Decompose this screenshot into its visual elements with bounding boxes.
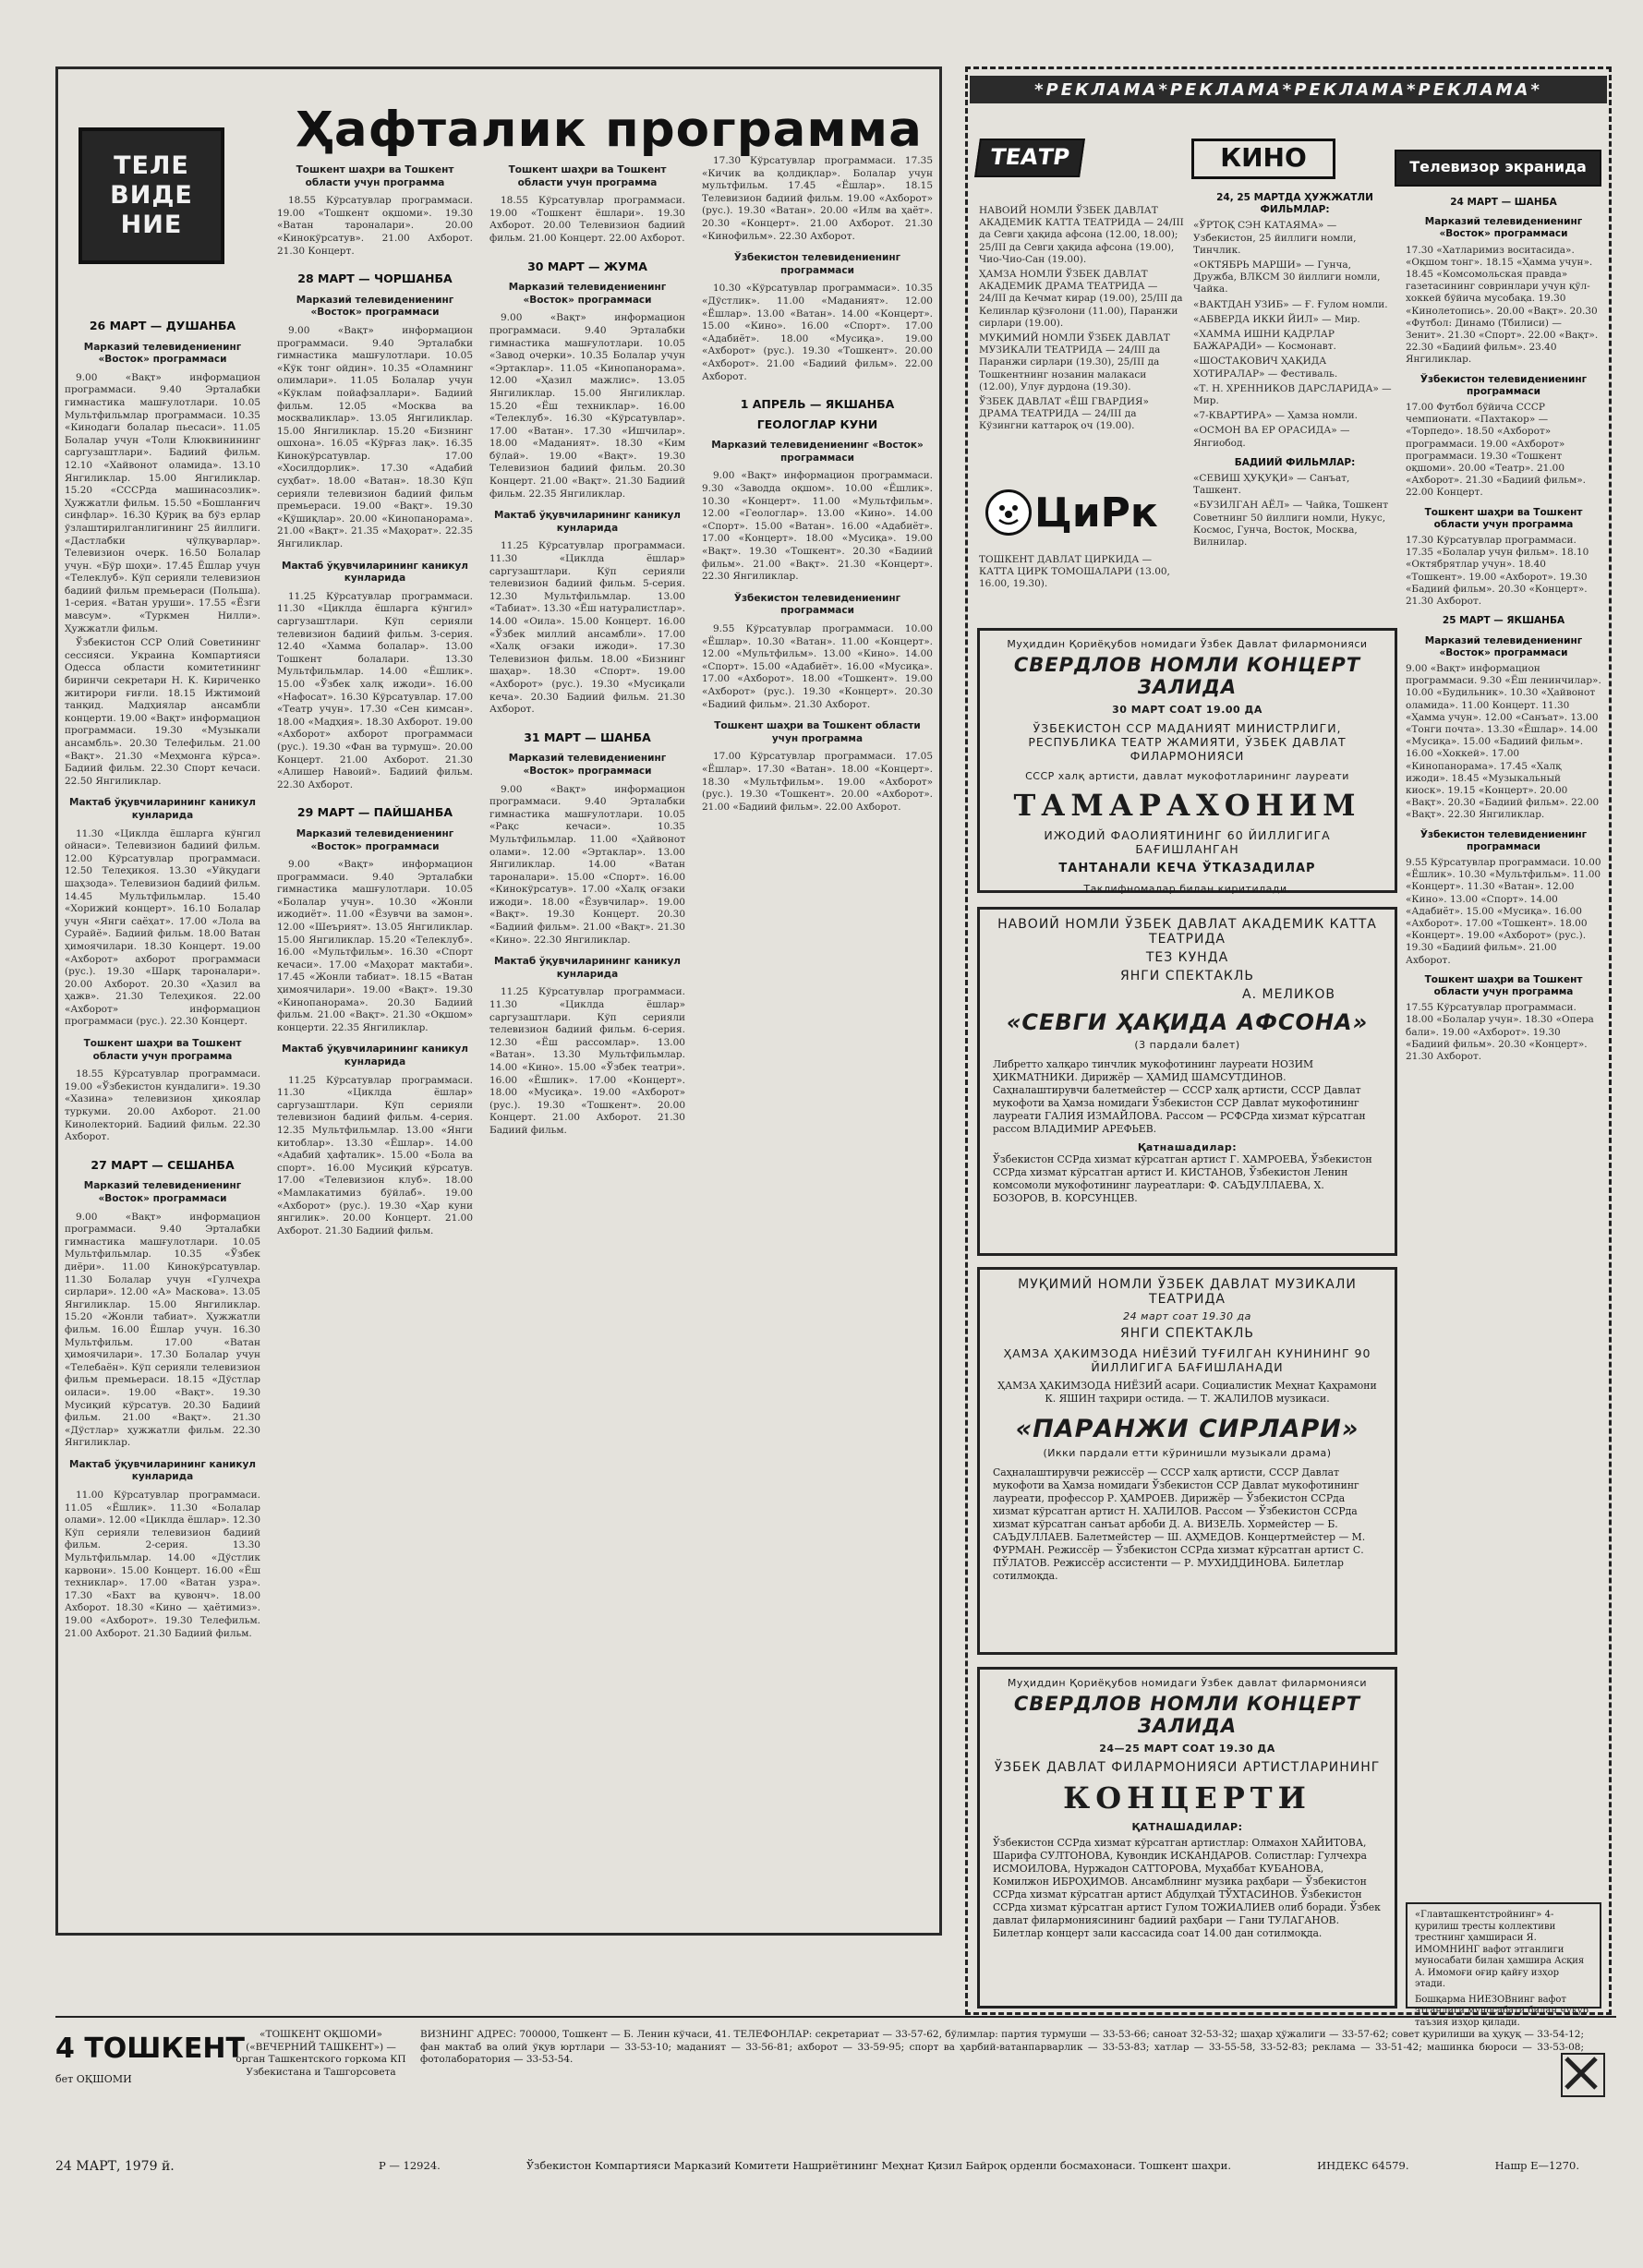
channel-heading: Мактаб ўқувчиларининг каникул кунларида: [69, 797, 256, 821]
schedule-text: 9.00 «Вақт» информацион программаси. 9.40 Эрталабки гимнастика машғулотлари. 10.05 «Завод очерки». 10.35 Болалар учун «Эртаклар». 11.05 «Кинопанорама». 12.00 «Ҳазил мажлис». 13.05 Янгиликлар. 15.00 Янгиликлар. 15.20 «Ёш техниклар». 16.00 «Телеклуб». 16.30 «Кўрсатувлар». 17.00 «Ватан». 17.30 «Ишчилар». 18.00 «Маданият». 18.30 «Ким бўлай». 19.00 «Вақт». 19.30 Телевизион бадиий фильм. 20.30 Концерт. 21.00 «Вақт». 21.30 Бадиий фильм. 22.35 Янгиликлар.: [489, 312, 685, 500]
organizers: ЎЗБЕКИСТОН ССР МАДАНИЯТ МИНИСТРЛИГИ, РЕСПУБЛИКА ТЕАТР ЖАМИЯТИ, ЎЗБЕК ДАВЛАТ ФИЛАРМОНИЯСИ: [1028, 721, 1347, 763]
performance-genre: (Икки пардали етти кўринишли музыкали драма): [1043, 1447, 1332, 1459]
kino-listing: «Т. Н. ХРЕННИКОВ ДАРСЛАРИДА» — Мир.: [1193, 382, 1392, 407]
footer-rule: [55, 2016, 1616, 2018]
circus-text: ТОШКЕНТ ДАВЛАТ ЦИРКИДА — КАТТА ЦИРК ТОМОШАЛАРИ (13.00, 16.00, 19.30).: [979, 554, 1170, 590]
reklama-banner: *РЕКЛАМА*РЕКЛАМА*РЕКЛАМА*РЕКЛАМА*: [970, 76, 1607, 103]
invitation-note: Таклифномалар билан киритилади.: [1083, 883, 1291, 895]
editorial-address: ВИЗНИНГ АДРЕС: 700000, Тошкент — Б. Ленин кўчаси, 41. ТЕЛЕФОНЛАР: секретариат — 33-57-62, бўлимлар: партия турмуши — 33-53-66; саноат 32-53-32; шаҳар ҳўжалиги — 33-57-62; совет қурилиши ва ҳуқуқ — 33-54-12; фан мактаб ва олий ўқув юртлари — 33-53-10; маданият — 33-56-81; ахборот — 33-59-95; спорт ва ҳарбий-ватанпарварлик — 33-53-83; хатлар — 33-55-58, 33-52-83; реклама — 33-51-42; машинка бюроси — 33-53-08; фотолаборатория — 33-53-54.: [420, 2029, 1584, 2065]
new-performance: ЯНГИ СПЕКТАКЛЬ: [1119, 969, 1254, 983]
day-heading: 25 МАРТ — ЯКШАНБА: [1442, 615, 1565, 627]
schedule-text: 11.25 Кўрсатувлар программаси. 11.30 «Циклда ёшлар» саргузаштлари. Кўп серияли телевизион бадиий фильм. 5-серия. 12.30 Мультфильмлар. 13.00 «Табиат». 13.30 «Ёш натуралистлар». 14.00 «Оила». 15.00 Концерт. 16.00 «Ўзбек миллий ансамбли». 17.00 «Халқ оғзаки ижоди». 17.30 Телевизион фильм. 18.00 «Бизнинг шаҳар». 18.30 «Спорт». 19.00 «Ахборот» (рус.). 19.30 «Мусиқали кеча». 20.30 Бадиий фильм. 21.30 Ахборот.: [489, 540, 685, 716]
logo-line: ТЕЛЕ: [114, 151, 189, 180]
concert-hall: СВЕРДЛОВ НОМЛИ КОНЦЕРТ ЗАЛИДА: [1013, 654, 1361, 698]
day-heading: 29 МАРТ — ПАЙШАНБА: [296, 805, 453, 820]
schedule-text: 11.25 Кўрсатувлар программаси. 11.30 «Циклда ёшлар» саргузаштлари. Кўп серияли телевизион бадиий фильм. 4-серия. 12.35 Мультфильмлар. 13.00 «Янги китоблар». 13.30 «Ёшлар». 14.00 «Адабий ҳафталик». 15.00 «Бола ва спорт». 16.00 Мусиқий кўрсатув. 17.00 «Телевизион клуб». 18.00 «Мамлакатимиз бўйлаб». 19.00 «Ахборот» (рус.). 19.30 «Ҳар куни янгилик». 20.00 Концерт. 21.00 Ахборот. 21.30 Бадиий фильм.: [277, 1074, 473, 1237]
registration-mark-icon: [1561, 2053, 1605, 2097]
schedule-text: 9.00 «Вақт» информацион программаси. 9.30 «Ёш ленинчилар». 10.00 «Будильник». 10.30 «Ҳайвонот оламида». 11.00 Концерт. 11.30 «Ҳамма учун». 12.00 «Санъат». 13.00 «Тонги почта». 13.30 «Ёшлар». 14.00 «Мусиқа». 15.00 «Бадиий фильм». 16.00 «Хоккей». 17.00 «Кинопанорама». 17.45 «Халқ ижоди». 18.45 «Музыкальный киоск». 19.15 «Концерт». 20.00 «Вақт». 20.30 «Бадиий фильм». 22.00 «Вақт». 22.30 Янгиликлар.: [1406, 662, 1601, 821]
kino-listing: «БУЗИЛГАН АЁЛ» — Чайка, Тошкент Советнинг 50 йиллиги номли, Нукус, Космос, Гунча, Восток, Москва, Вилнилар.: [1193, 500, 1389, 549]
day-heading: 30 МАРТ — ЖУМА: [527, 259, 647, 273]
performance-title: «ПАРАНЖИ СИРЛАРИ»: [1015, 1415, 1359, 1443]
schedule-text: 9.55 Кўрсатувлар программаси. 10.00 «Ёшлар». 10.30 «Ватан». 11.00 «Концерт». 12.00 «Мультфильм». 13.00 «Кино». 14.00 «Спорт». 15.00 «Адабиёт». 16.00 «Мусиқа». 17.00 «Ахборот». 18.00 «Тошкент». 19.00 «Ахборот» (рус.). 19.30 «Концерт». 20.30 «Бадиий фильм». 21.30 Ахборот.: [702, 623, 933, 710]
artist-title: СССР халқ артисти, давлат мукофотларининг лауреати: [1025, 770, 1349, 782]
kino-listing: «СЕВИШ ҲУҚУҚИ» — Санъат, Ташкент.: [1193, 473, 1350, 497]
credits-text: Либретто халқаро тинчлик мукофотининг лауреати НОЗИМ ҲИКМАТНИКИ. Дирижёр — ҲАМИД ШАМСУТДИНОВ. Саҳналаштирувчи балетмейстер — СССР халқ артисти, СССР Давлат мукофоти ва Ҳамза номидаги Ўзбекистон ССР Давлат мукофотининг лауреати ГАЛИЯ ИЗМАЙЛОВА. Рассом — РСФСРда хизмат кўрсатган рассом ВЛАДИМИР АРЕФЬЕВ.: [993, 1058, 1366, 1135]
theatre-listing: ҲАМЗА НОМЛИ ЎЗБЕК ДАВЛАТ АКАДЕМИК ДРАМА ТЕАТРИДА — 24/III да Кечмат кирар (19.00), 25/III да Келинлар қўзғолони (11.00), Паранжи сирлари (19.00).: [979, 269, 1183, 329]
kino-heading: 24, 25 МАРТДА ҲУЖЖАТЛИ ФИЛЬМЛАР:: [1216, 192, 1373, 216]
schedule-text: 17.55 Кўрсатувлар программаси. 18.00 «Болалар учун». 18.30 «Опера бали». 19.00 «Ахборот». 19.30 «Бадиий фильм». 20.30 «Концерт». 21.30 Ахборот.: [1406, 1002, 1594, 1062]
newspaper-subname: бет ОҚШОМИ: [55, 2073, 132, 2085]
channel-heading: Ўзбекистон телевидениенинг программаси: [733, 592, 901, 617]
channel-heading: Тошкент шаҳри ва Тошкент области учун программа: [508, 164, 667, 188]
concert-title: КОНЦЕРТИ: [1063, 1780, 1311, 1816]
tv-column-4: [702, 155, 933, 1928]
kino-listing: «АБВЕРДА ИККИ ЙИЛ» — Мир.: [1193, 313, 1360, 325]
channel-heading: Марказий телевидениенинг «Восток» программаси: [1424, 216, 1583, 240]
theatre-logo: ТЕАТР: [974, 139, 1085, 177]
channel-heading: Марказий телевидениенинг «Восток» программаси: [83, 341, 242, 366]
logo-line: ВИДЕ: [110, 181, 193, 210]
concert-hall: СВЕРДЛОВ НОМЛИ КОНЦЕРТ ЗАЛИДА: [1013, 1693, 1361, 1737]
theatre-listing: НАВОИЙ НОМЛИ ЎЗБЕК ДАВЛАТ АКАДЕМИК КАТТА ТЕАТРИДА — 24/III да Севги ҳақида афсона (12.00, 18.00); 25/III да Севги ҳақида афсона (19.00), Чио-Чио-Сан (19.00).: [979, 205, 1184, 265]
circus-logo: ЦиРк: [1034, 489, 1158, 537]
theatre-listing: МУҚИМИЙ НОМЛИ ЎЗБЕК ДАВЛАТ МУЗИКАЛИ ТЕАТРИДА — 24/III да Паранжи сирлари (19.30), 25/III да Тошкентнинг нозанин малакаси (12.00), Улуғ дурдона (19.30).: [979, 332, 1170, 392]
channel-heading: Мактаб ўқувчиларининг каникул кунларида: [494, 510, 681, 534]
channel-heading: Марказий телевидениенинг «Восток» программаси: [1424, 634, 1583, 658]
channel-heading: Марказий телевидениенинг «Восток» программаси: [508, 753, 667, 777]
schedule-text: 9.00 «Вақт» информацион программаси. 9.30 «Заводда оқшом». 10.00 «Ёшлик». 10.30 «Концерт». 11.00 «Мультфильм». 12.00 «Геологлар». 13.00 «Кино». 14.00 «Спорт». 15.00 «Ватан». 16.00 «Адабиёт». 17.00 «Концерт». 18.00 «Мусиқа». 19.00 «Вақт». 19.30 «Тошкент». 20.30 «Бадиий фильм». 21.00 «Вақт». 21.30 «Концерт». 22.30 Янгиликлар.: [702, 470, 933, 583]
tv-page-title: Ҳафталик программа: [296, 102, 923, 158]
clown-icon: [985, 489, 1032, 536]
tv-screen-listings: [1406, 189, 1601, 1898]
channel-heading: Марказий телевидениенинг «Восток» программаси: [83, 1180, 242, 1204]
tv-screen-logo: Телевизор экранида: [1395, 150, 1601, 187]
schedule-text: 17.00 Кўрсатувлар программаси. 17.05 «Ёшлар». 17.30 «Ватан». 18.00 «Концерт». 18.30 «Мультфильм». 19.00 «Ахборот» (рус.). 19.30 «Тошкент». 20.00 «Ахборот». 21.00 «Бадиий фильм». 22.00 Ахборот.: [702, 751, 933, 813]
day-heading: 24 МАРТ — ШАНБА: [1450, 197, 1557, 208]
channel-heading: Тошкент шаҳри ва Тошкент области учун программа: [83, 1038, 242, 1062]
television-logo: [79, 127, 224, 264]
paranji-sirlari-ad: [977, 1267, 1397, 1655]
org-name: Муҳиддин Қориёқубов номидаги Ўзбек Давлат филармонияси: [1007, 638, 1368, 650]
authors: ҲАМЗА ҲАКИМЗОДА НИЁЗИЙ асари. Социалистик Меҳнат Қаҳрамони К. ЯШИН таҳрири остида. — Т. ЖАЛИЛОВ музикаси.: [997, 1380, 1377, 1405]
schedule-text: 17.00 Футбол бўйича СССР чемпионати. «Пахтакор» — «Торпедо». 18.50 «Ахборот» программаси. 19.00 «Ахборот» программаси. 19.30 «Тошкент оқшоми». 20.00 «Театр». 21.00 «Ахборот». 21.30 «Бадиий фильм». 22.00 Концерт.: [1406, 402, 1587, 499]
day-heading: 28 МАРТ — ЧОРШАНБА: [297, 271, 453, 286]
ballet-premiere-ad: [977, 907, 1397, 1256]
kino-logo: КИНО: [1191, 139, 1335, 179]
channel-heading: Тошкент шаҳри ва Тошкент области учун программа: [296, 164, 454, 188]
credits-text: Саҳналаштирувчи режиссёр — СССР халқ артисти, СССР Давлат мукофоти ва Ҳамза номидаги Ўзбекистон ССР Давлат мукофотининг лауреати, профессор Р. ҲАМРОЕВ. Дирижёр — Ўзбекистон ССРда хизмат кўрсатган артист Н. ХАЛИЛОВ. Рассом — Ўзбекистон ССРда хизмат кўрсатган санъат арбоби Д. А. ВИЗЕЛЬ. Хормейстер — Б. САЪДУЛЛАЕВ. Балетмейстер — Ш. АҲМЕДОВ. Концертмейстер — М. ФУРМАН. Режиссёр — Ўзбекистон ССРда хизмат кўрсатган артист С. ПЎЛАТОВ. Режиссёр ассистенти — Р. МУХИДДИНОВА. Билетлар сотилмоқда.: [993, 1466, 1366, 1582]
event-date: 24—25 МАРТ СОАТ 19.30 ДА: [1099, 1743, 1275, 1755]
org-name: Муҳиддин Қориёқубов номидаги Ўзбек давлат филармонияси: [1007, 1677, 1368, 1689]
schedule-text: 9.00 «Вақт» информацион программаси. 9.40 Эрталабки гимнастика машғулотлари. 10.05 «Болалар учун». 10.30 «Жонли ижодиёт». 11.00 «Ёзувчи ва замон». 12.00 «Шеърият». 13.05 Янгиликлар. 15.00 Янгиликлар. 15.20 «Телеклуб». 16.00 «Мультфильм». 16.30 «Спорт кечаси». 17.00 «Маҳорат мактаби». 17.45 «Жонли табиат». 18.15 «Ватан ҳимоячилари». 19.00 «Вақт». 19.30 «Кинопанорама». 20.30 Бадиий фильм. 21.00 «Вақт». 21.30 «Оқшом» концерти. 22.35 Янгиликлар.: [277, 859, 473, 1033]
schedule-text: 9.00 «Вақт» информацион программаси. 9.40 Эрталабки гимнастика машғулотлари. 10.05 Мультфильмлар. 10.35 «Ўзбек диёри». 11.00 Кинокўрсатувлар. 11.30 Болалар учун «Гулчеҳра сирлари». 12.00 «А» Маскова». 13.05 Янгиликлар. 15.00 Янгиликлар. 15.20 «Жонли табиат». Ҳужжатли фильм. 16.00 Ёшлар учун. 16.30 Мультфильм. 17.00 «Ватан ҳимоячилари». 17.30 Болалар учун «Телебаён». Кўп серияли телевизион фильм премьераси. 18.15 «Дўстлар оиласи». 19.00 «Вақт». 19.30 Мусиқий кўрсатув. 20.30 Бадиий фильм. 21.00 «Вақт». 21.30 «Дўстлар» ҳужжатли фильм. 22.30 Янгиликлар.: [65, 1211, 260, 1449]
anniversary-text: ИЖОДИЙ ФАОЛИЯТИНИНГ 60 ЙИЛЛИГИГА БАҒИШЛАНГАН: [1044, 828, 1331, 856]
cast-text: Ўзбекистон ССРда хизмат кўрсатган артистлар: Олмахон ХАЙИТОВА, Шарифа СУЛТОНОВА, Кувондик ИСКАНДАРОВ. Солистлар: Гулчехра ИСМОИЛОВА, Нуржадон САТТОРОВА, Муҳаббат КУБАНОВА, Комилжон ИБРОҲИМОВ. Ансамблнинг музика раҳбари — Ўзбекистон ССРда хизмат кўрсатган артист Абдулҳай ТЎХТАСИНОВ. Ўзбекистон ССРда хизмат кўрсатган артист Гулом ТОЖИАЛИЕВ олиб боради. Ўзбек давлат филармониясининг бадиий раҳбари — Гани ТУЛАГАНОВ. Билетлар концерт зали кассасида соат 14.00 дан сотилмоқда.: [993, 1837, 1381, 1939]
printer-info: Ўзбекистон Компартияси Марказий Комитети Нашриётининг Меҳнат Қизил Байроқ орденли босмахонаси. Тошкент шаҳри.: [526, 2159, 1231, 2172]
gala-evening: ТАНТАНАЛИ КЕЧА ЎТКАЗАДИЛАР: [1058, 862, 1316, 875]
schedule-text: 17.30 Кўрсатувлар программаси. 17.35 «Болалар учун фильм». 18.10 «Октябрятлар учун». 18.40 «Тошкент». 19.00 «Ахборот». 19.30 «Бадиий фильм». 20.30 «Концерт». 21.30 Ахборот.: [1406, 535, 1589, 608]
channel-heading: Тошкент шаҳри ва Тошкент области учун программа: [1424, 506, 1583, 530]
performance-title: «СЕВГИ ҲАҚИДА АФСОНА»: [1006, 1009, 1369, 1035]
schedule-text: 9.00 «Вақт» информацион программаси. 9.40 Эрталабки гимнастика машғулотлари. 10.05 Мультфильмлар программаси. 10.35 «Кинодаги болалар пьесаси». 11.05 Болалар учун «Толи Клюквинининг саргузаштлари». Бадиий фильм. 12.10 «Хайвонот оламида». 13.10 Янгиликлар. 15.00 Янгиликлар. 15.20 «СССРда машинасозлик». Ҳужжатли фильм. 15.50 «Бошланғич синфлар». 16.30 Қўриқ ва бўз ерлар ўзлаштирилганлигининг 25 йиллиги. «Дастлабки чўлқуварлар». Телевизион очерк. 16.50 Болалар учун. «Бўр шоҳи». 17.45 Ёшлар учун «Телеклуб». Кўп серияли телевизион бадиий фильм премьераси (Польша). 1-серия. «Ватан уруши». 17.55 «Ёзги мавсум». «Туркмен Нилли». Ҳужжатли фильм.: [65, 371, 260, 634]
price-code: Р — 12924.: [379, 2159, 441, 2172]
schedule-text: 9.55 Кўрсатувлар программаси. 10.00 «Ёшлик». 10.30 «Мультфильм». 11.00 «Концерт». 11.30 «Ватан». 12.00 «Кино». 13.00 «Спорт». 14.00 «Адабиёт». 15.00 «Мусиқа». 16.00 «Ахборот». 17.00 «Тошкент». 18.00 «Концерт». 19.00 «Ахборот» (рус.). 19.30 «Бадиий фильм». 21.00 Ахборот.: [1406, 856, 1601, 966]
theatre-name: НАВОИЙ НОМЛИ ЎЗБЕК ДАВЛАТ АКАДЕМИК КАТТА ТЕАТРИДА: [997, 917, 1377, 947]
index-number: ИНДЕКС 64579.: [1317, 2159, 1409, 2172]
schedule-text: 10.30 «Кўрсатувлар программаси». 10.35 «Дўстлик». 11.00 «Маданият». 12.00 «Ёшлар». 13.00 «Ватан». 14.00 «Концерт». 15.00 «Кино». 16.00 «Спорт». 17.00 «Адабиёт». 18.00 «Мусиқа». 19.00 «Ахборот» (рус.). 19.30 «Тошкент». 20.00 «Ахборот». 21.00 «Бадиий фильм». 22.00 Ахборот.: [702, 283, 933, 382]
schedule-text: 17.30 «Хатларимиз воситасида». «Оқшом тонг». 18.15 «Ҳамма учун». 18.45 «Комсомольская правда» газетасининг совринлари учун қўл-хоккей бўйича мусобақа. 19.30 «Кинолетопись». 20.00 «Вақт». 20.30 «Футбол: Динамо (Тбилиси) — Зенит». 21.30 «Спорт». 22.00 «Вақт». 22.30 «Бадиий фильм». 23.40 Янгиликлар.: [1406, 244, 1599, 366]
schedule-text: 18.55 Кўрсатувлар программаси. 19.00 «Тошкент оқшоми». 19.30 «Ватан тароналари». 20.00 «Кинокўрсатув». 21.00 Ахборот. 21.30 Концерт.: [277, 195, 473, 257]
theatre-listing: ЎЗБЕК ДАВЛАТ «ЁШ ГВАРДИЯ» ДРАМА ТЕАТРИДА — 24/III да Кўзингни каттароқ оч (19.00).: [979, 396, 1149, 432]
cast-heading: ҚАТНАШАДИЛАР:: [1131, 1821, 1243, 1833]
kino-listings: [1193, 185, 1396, 609]
condolence-notice: [1406, 1902, 1601, 2028]
channel-heading: Тошкент шаҳри ва Тошкент области учун программа: [714, 720, 921, 744]
channel-heading: Марказий телевидениенинг «Восток» программаси: [296, 294, 454, 319]
tv-column-1: [65, 305, 260, 1930]
channel-heading: Мактаб ўқувчиларининг каникул кунларида: [282, 560, 468, 585]
schedule-text: 18.55 Кўрсатувлар программаси. 19.00 «Тошкент ёшлари». 19.30 Ахборот. 20.00 Телевизион бадиий фильм. 21.00 Концерт. 22.00 Ахборот.: [489, 195, 685, 244]
day-heading: 27 МАРТ — СЕШАНБА: [91, 1157, 235, 1172]
channel-heading: Марказий телевидениенинг «Восток» программаси: [711, 440, 924, 464]
tv-column-3: [489, 155, 685, 1928]
day-heading: 1 АПРЕЛЬ — ЯКШАНБА: [740, 397, 895, 412]
coming-soon: ТЕЗ КУНДА: [1145, 950, 1229, 965]
page-footer: [55, 2016, 1616, 2247]
schedule-text: 11.25 Кўрсатувлар программаси. 11.30 «Циклда ёшларга кўнгил» саргузаштлари. Кўп серияли телевизион бадиий фильм. 3-серия. 12.40 «Хамма болалар». 13.00 Тошкент болалари. 13.30 Мультфильмлар. 14.00 «Ёшлик». 15.00 «Ўзбек халқ ижоди». 16.00 «Нафосат». 16.30 Кўрсатувлар. 17.00 «Театр учун». 17.30 «Сен кимсан». 18.00 «Мадҳия». 18.30 Ахборот. 19.00 «Ахборот» ахборот программаси (рус.). 19.30 «Фан ва турмуш». 20.00 Концерт. 21.00 Ахборот. 21.30 «Алишер Навоий». Бадиий фильм. 22.30 Ахборот.: [277, 590, 473, 790]
channel-heading: Марказий телевидениенинг «Восток» программаси: [296, 827, 454, 852]
performance-genre: (3 пардали балет): [1134, 1039, 1240, 1051]
publisher-info: «ТОШКЕНТ ОҚШОМИ» («ВЕЧЕРНИЙ ТАШКЕНТ») — орган Ташкентского горкома КП Узбекистана и Ташгорсовета: [236, 2029, 406, 2078]
schedule-text: 11.00 Кўрсатувлар программаси. 11.05 «Ёшлик». 11.30 «Болалар олами». 12.00 «Циклда ёшлар». 12.30 Кўп серияли телевизион бадиий фильм. 2-серия. 13.30 Мультфильмлар. 14.00 «Дўстлик карвони». 15.00 Концерт. 16.00 «Ёш техниклар». 17.00 «Ватан узра». 17.30 «Бахт ва қувонч». 18.00 Ахборот. 18.30 «Кино — ҳаётимиз». 19.00 «Ахборот». 19.30 Телефильм. 21.00 Ахборот. 21.30 Бадиий фильм.: [65, 1490, 260, 1639]
schedule-text: 11.25 Кўрсатувлар программаси. 11.30 «Циклда ёшлар» саргузаштлари. Кўп серияли телевизион бадиий фильм. 6-серия. 12.30 «Ёш рассомлар». 13.00 «Ватан». 13.30 Мультфильмлар. 14.00 «Кино». 15.00 «Ўзбек театри». 16.00 «Ёшлик». 17.00 «Концерт». 18.00 «Мусиқа». 19.00 «Ахборот» (рус.). 19.30 «Тошкент». 20.00 Концерт. 21.00 Ахборот. 21.30 Бадиий фильм.: [489, 986, 685, 1136]
channel-heading: Мактаб ўқувчиларининг каникул кунларида: [69, 1458, 256, 1483]
cast-heading: Қатнашадилар:: [1137, 1141, 1238, 1153]
kino-listing: «ОСМОН ВА ЕР ОРАСИДА» — Янгиобод.: [1193, 425, 1350, 449]
notice-text: Бошқарма НИЕЗОВнинг вафот этганлиги муносабати билан чуқур таъзия изҳор қилади.: [1415, 1994, 1589, 2028]
imprint-line: [379, 2159, 1579, 2172]
event-date: 30 МАРТ СОАТ 19.00 ДА: [1112, 704, 1262, 716]
kino-subheading: БАДИИЙ ФИЛЬМЛАР:: [1234, 456, 1356, 468]
kino-listing: «ХАММА ИШНИ ҚАДРЛАР БАЖАРАДИ» — Космонавт.: [1193, 329, 1336, 353]
channel-heading: Марказий телевидениенинг «Восток» программаси: [508, 282, 667, 306]
day-heading: 26 МАРТ — ДУШАНБА: [89, 319, 236, 332]
tamarakhonim-concert-ad: [977, 628, 1397, 893]
kino-listing: «ШОСТАКОВИЧ ҲАҚИДА ХОТИРАЛАР» — Фестиваль.: [1193, 356, 1338, 380]
kino-listing: «ЎРТОҚ СЭН КАТАЯМА» — Узбекистон, 25 йиллиги номли, Тинчлик.: [1193, 220, 1357, 256]
dedication: ҲАМЗА ҲАКИМЗОДА НИЁЗИЙ ТУҒИЛГАН КУНИНИНГ 90 ЙИЛЛИГИГА БАҒИШЛАНАДИ: [1003, 1346, 1371, 1374]
schedule-text: Ўзбекистон ССР Олий Советининг сессияси. Украина Компартияси Одесса области комитетининг биринчи секретари Н. К. Кириченко житирори ғиғли. 18.15 Ижтимоий танқид. Мадҳиялар ансамбли концерти. 19.00 «Вақт» информацион программаси. 19.30 «Музыкали ансамбль». 20.30 Телефильм. 21.00 «Вақт». 21.30 «Меҳмонга кўрса». Бадиий фильм. 22.30 Спорт кечаси. 22.50 Янгиликлар.: [65, 637, 260, 787]
channel-heading: Мактаб ўқувчиларининг каникул кунларида: [494, 956, 681, 980]
artist-name: ТАМАРАХОНИМ: [1013, 788, 1361, 823]
logo-line: НИЕ: [120, 211, 183, 239]
channel-heading: Тошкент шаҳри ва Тошкент области учун программа: [1424, 973, 1583, 997]
day-subheading: ГЕОЛОГЛАР КУНИ: [756, 416, 878, 431]
channel-heading: Мактаб ўқувчиларининг каникул кунларида: [282, 1044, 468, 1068]
philharmonic-concert-ad: [977, 1667, 1397, 2009]
performers: ЎЗБЕК ДАВЛАТ ФИЛАРМОНИЯСИ АРТИСТЛАРИНИНГ: [994, 1760, 1381, 1775]
schedule-text: 17.30 Кўрсатувлар программаси. 17.35 «Кичик ва қолдиқлар». Болалар учун мультфильм. 17.45 «Ёшлар». 18.15 Телевизион бадиий фильм. 19.00 «Ахборот» (рус.). 19.30 «Ватан». 20.00 «Илм ва ҳаёт». 20.30 «Концерт». 21.00 Ахборот. 21.30 «Кинофильм». 22.30 Ахборот.: [702, 155, 933, 242]
channel-heading: Ўзбекистон телевидениенинг программаси: [733, 252, 901, 276]
notice-text: «Главташкентстройнинг» 4-қурилиш тресты коллективи трестнинг ҳамшираси Я. ИМОМНИНГ вафот этганлиги муносабати билан ҳамшира Асқия А. Имомоғи оғир қайғу изҳор этади.: [1415, 1910, 1585, 1989]
order-number: Нашр Е—1270.: [1494, 2159, 1579, 2172]
kino-listing: «ВАКТДАН УЗИБ» — Ғ. Ғулом номли.: [1193, 298, 1388, 310]
composer: А. МЕЛИКОВ: [1242, 987, 1335, 1002]
schedule-text: 18.55 Кўрсатувлар программаси. 19.00 «Ўзбекистон кундалиги». 19.30 «Хазина» телевизион ҳикоялар туркуми. 20.00 Ахборот. 21.00 Кинолекторий. Бадиий фильм. 22.30 Ахборот.: [65, 1068, 260, 1143]
event-date: 24 март соат 19.30 да: [1123, 1310, 1251, 1322]
day-heading: 31 МАРТ — ШАНБА: [524, 730, 651, 744]
circus-info: [979, 554, 1184, 609]
newspaper-name: 4 ТОШКЕНТ: [55, 2033, 245, 2065]
new-performance: ЯНГИ СПЕКТАКЛЬ: [1119, 1326, 1254, 1341]
schedule-text: 9.00 «Вақт» информацион программаси. 9.40 Эрталабки гимнастика машғулотлари. 10.05 «Рақс кечаси». 10.35 Мультфильмлар. 11.00 «Ҳайвонот олами». 12.00 «Эртаклар». 13.00 Янгиликлар. 14.00 «Ватан тароналари». 15.00 «Спорт». 16.00 «Кинокўрсатув». 17.00 «Халқ оғзаки ижоди». 18.00 «Ёзувчилар». 19.00 «Вақт». 19.30 Концерт. 20.30 «Бадиий фильм». 21.00 «Вақт». 21.30 «Кино». 22.30 Янгиликлар.: [489, 783, 685, 946]
channel-heading: Ўзбекистон телевидениенинг программаси: [1420, 828, 1588, 852]
kino-listing: «7-КВАРТИРА» — Ҳамза номли.: [1193, 410, 1359, 422]
theatre-name: МУҚИМИЙ НОМЛИ ЎЗБЕК ДАВЛАТ МУЗИКАЛИ ТЕАТРИДА: [1018, 1277, 1357, 1307]
schedule-text: 9.00 «Вақт» информацион программаси. 9.40 Эрталабки гимнастика машғулотлари. 10.05 «Кўк тонг ойдин». 10.35 «Оламнинг олимлари». 11.05 Болалар учун «Кўклам пойафзаллари». Бадиий фильм. 12.05 «Москва ва москваликлар». 13.05 Янгиликлар. 15.00 Янгиликлар. 15.20 «Бизнинг ошхона». 16.05 «Кўрғаз лақ». 16.35 Кинокўрсатувлар. 17.00 «Хосилдорлик». 17.30 «Адабий суҳбат». 18.00 «Ватан». 18.30 Кўп серияли телевизион бадиий фильм премьераси. 19.00 «Вақт». 19.30 «Қўшиқлар». 20.00 «Кинопанорама». 21.00 «Вақт». 21.35 «Маҳорат». 22.35 Янгиликлар.: [277, 324, 473, 550]
tv-column-2: [277, 155, 473, 1928]
schedule-text: 11.30 «Циклда ёшларга кўнгил ойнаси». Телевизион бадиий фильм. 12.00 Кўрсатувлар программаси. 12.50 Телеҳикоя. 13.30 «Уйқудаги шаҳзода». Телевизион бадиий фильм. 14.45 Мультфильмлар. 15.40 «Хорижий концерт». 16.10 Болалар учун «Янги саёҳат». 17.00 «Лола ва Сурайё». Бадиий фильм. 18.00 Ватан ҳимоячилари. 18.30 Концерт. 19.00 «Ахборот» ахборот программаси (рус.). 19.30 «Шарқ тароналари». 20.00 Ахборот. 20.30 «Ҳазил ва ҳажв». 21.30 Телеҳикоя. 22.00 «Ахборот» информацион программаси (рус.). 22.30 Концерт.: [65, 827, 260, 1028]
channel-heading: Ўзбекистон телевидениенинг программаси: [1420, 373, 1588, 397]
kino-listing: «ОКТЯБРЬ МАРШИ» — Гунча, Дружба, ВЛКСМ 30 йиллиги номли, Чайка.: [1193, 259, 1381, 296]
cast-text: Ўзбекистон ССРда хизмат кўрсатган артист Г. ХАМРОЕВА, Ўзбекистон ССРда хизмат кўрсатган артист И. КИСТАНОВ, Ўзбекистон Ленин комсомоли мукофотининг лауреатлари: Ф. САЪДУЛЛАЕВА, Х. БОЗОРОВ, В. КОРСУНЦЕВ.: [993, 1153, 1372, 1204]
issue-date: 24 МАРТ, 1979 й.: [55, 2159, 175, 2174]
theatre-listings: [979, 205, 1184, 482]
